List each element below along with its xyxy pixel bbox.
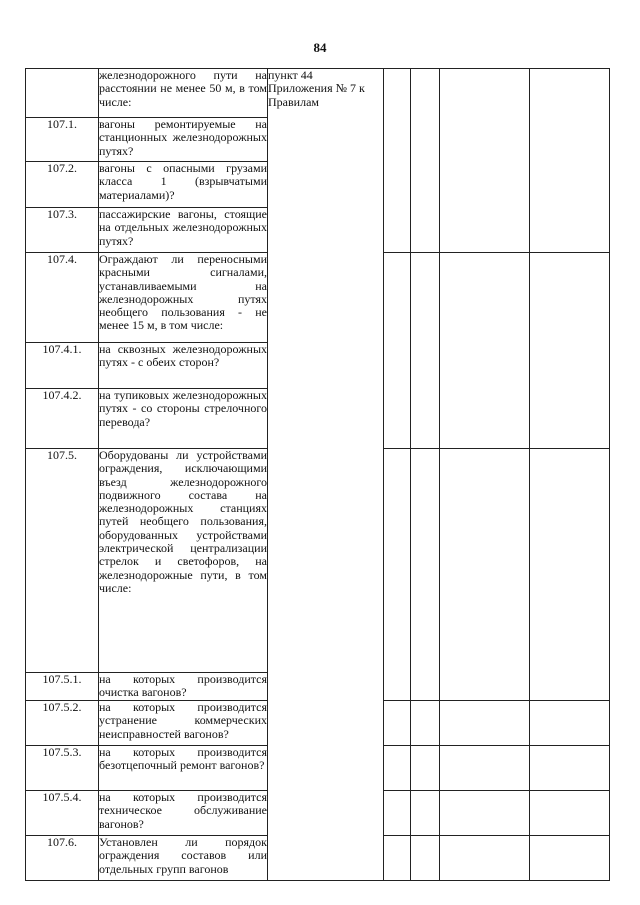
answer-na-cell <box>440 253 530 449</box>
row-number: 107.6. <box>26 836 99 881</box>
question-text: на которых производится очистка вагонов? <box>99 672 267 700</box>
answer-yes-cell <box>384 746 411 791</box>
answer-na-cell <box>440 791 530 836</box>
notes-cell <box>530 746 610 791</box>
answer-na-cell <box>440 69 530 253</box>
notes-cell <box>530 791 610 836</box>
answer-no-cell <box>411 746 440 791</box>
reference-line: Правилам <box>268 94 319 109</box>
notes-cell <box>530 253 610 449</box>
question-text: Оборудованы ли устройствами ограждения, исключающими въезд железнодорожного подвижного состава на железнодорожных станциях путей необщего пользования, оборудованных устройствами электрической централизации стрелок и светофоров, на железнодорожные пути, в том числе: <box>99 449 268 673</box>
question-text: на тупиковых железнодорожных путях - со стороны стрелочного перевода? <box>99 389 268 449</box>
question-text: вагоны с опасными грузами класса 1 (взрывчатыми материалами)? <box>99 162 268 208</box>
notes-cell <box>530 701 610 746</box>
reference-line: Приложения № 7 к <box>268 81 365 96</box>
answer-yes-cell <box>384 449 411 701</box>
answer-yes-cell <box>384 701 411 746</box>
answer-no-cell <box>411 836 440 881</box>
row-number: 107.5. <box>26 449 99 673</box>
answer-yes-cell <box>384 69 411 253</box>
answer-yes-cell <box>384 253 411 449</box>
answer-no-cell <box>411 69 440 253</box>
page-number: 84 <box>313 40 327 55</box>
table-row <box>26 69 610 118</box>
checklist-table <box>25 68 610 881</box>
answer-yes-cell <box>384 836 411 881</box>
row-number: 107.5.3. <box>26 746 99 791</box>
row-number: 107.4. <box>26 253 99 343</box>
notes-cell <box>530 449 610 701</box>
row-number <box>26 69 99 118</box>
question-text: вагоны ремонтируемые на станционных железнодорожных путях? <box>99 118 268 162</box>
row-number: 107.5.2. <box>26 701 99 746</box>
question-text: на которых производится техническое обслуживание вагонов? <box>99 791 268 836</box>
question-text: пассажирские вагоны, стоящие на отдельных железнодорожных путях? <box>99 208 268 253</box>
question-text: на сквозных железнодорожных путях - с обеих сторон? <box>99 343 268 389</box>
answer-na-cell <box>440 449 530 701</box>
answer-na-cell <box>440 746 530 791</box>
notes-cell <box>530 836 610 881</box>
row-number: 107.5.1. <box>26 673 99 701</box>
row-number: 107.3. <box>26 208 99 253</box>
row-number: 107.4.1. <box>26 343 99 389</box>
answer-na-cell <box>440 701 530 746</box>
question-text: Ограждают ли переносными красными сигналами, устанавливаемыми на железнодорожных путях необщего пользования - не менее 15 м, в том числе: <box>99 253 268 343</box>
row-number: 107.2. <box>26 162 99 208</box>
question-text: на которых производится безотцепочный ремонт вагонов? <box>99 746 268 791</box>
answer-no-cell <box>411 449 440 701</box>
answer-yes-cell <box>384 791 411 836</box>
notes-cell <box>530 69 610 253</box>
reference-line: пункт 44 <box>268 68 313 82</box>
answer-no-cell <box>411 253 440 449</box>
question-text: железнодорожного пути на расстоянии не менее 50 м, в том числе: <box>99 69 268 118</box>
row-number: 107.1. <box>26 118 99 162</box>
question-text: Установлен ли порядок ограждения составов или отдельных групп вагонов <box>99 836 268 881</box>
row-number: 107.4.2. <box>26 389 99 449</box>
answer-no-cell <box>411 701 440 746</box>
question-text: на которых производится устранение коммерческих неисправностей вагонов? <box>99 701 268 746</box>
answer-na-cell <box>440 836 530 881</box>
answer-no-cell <box>411 791 440 836</box>
reference-cell <box>268 69 384 881</box>
row-number: 107.5.4. <box>26 791 99 836</box>
